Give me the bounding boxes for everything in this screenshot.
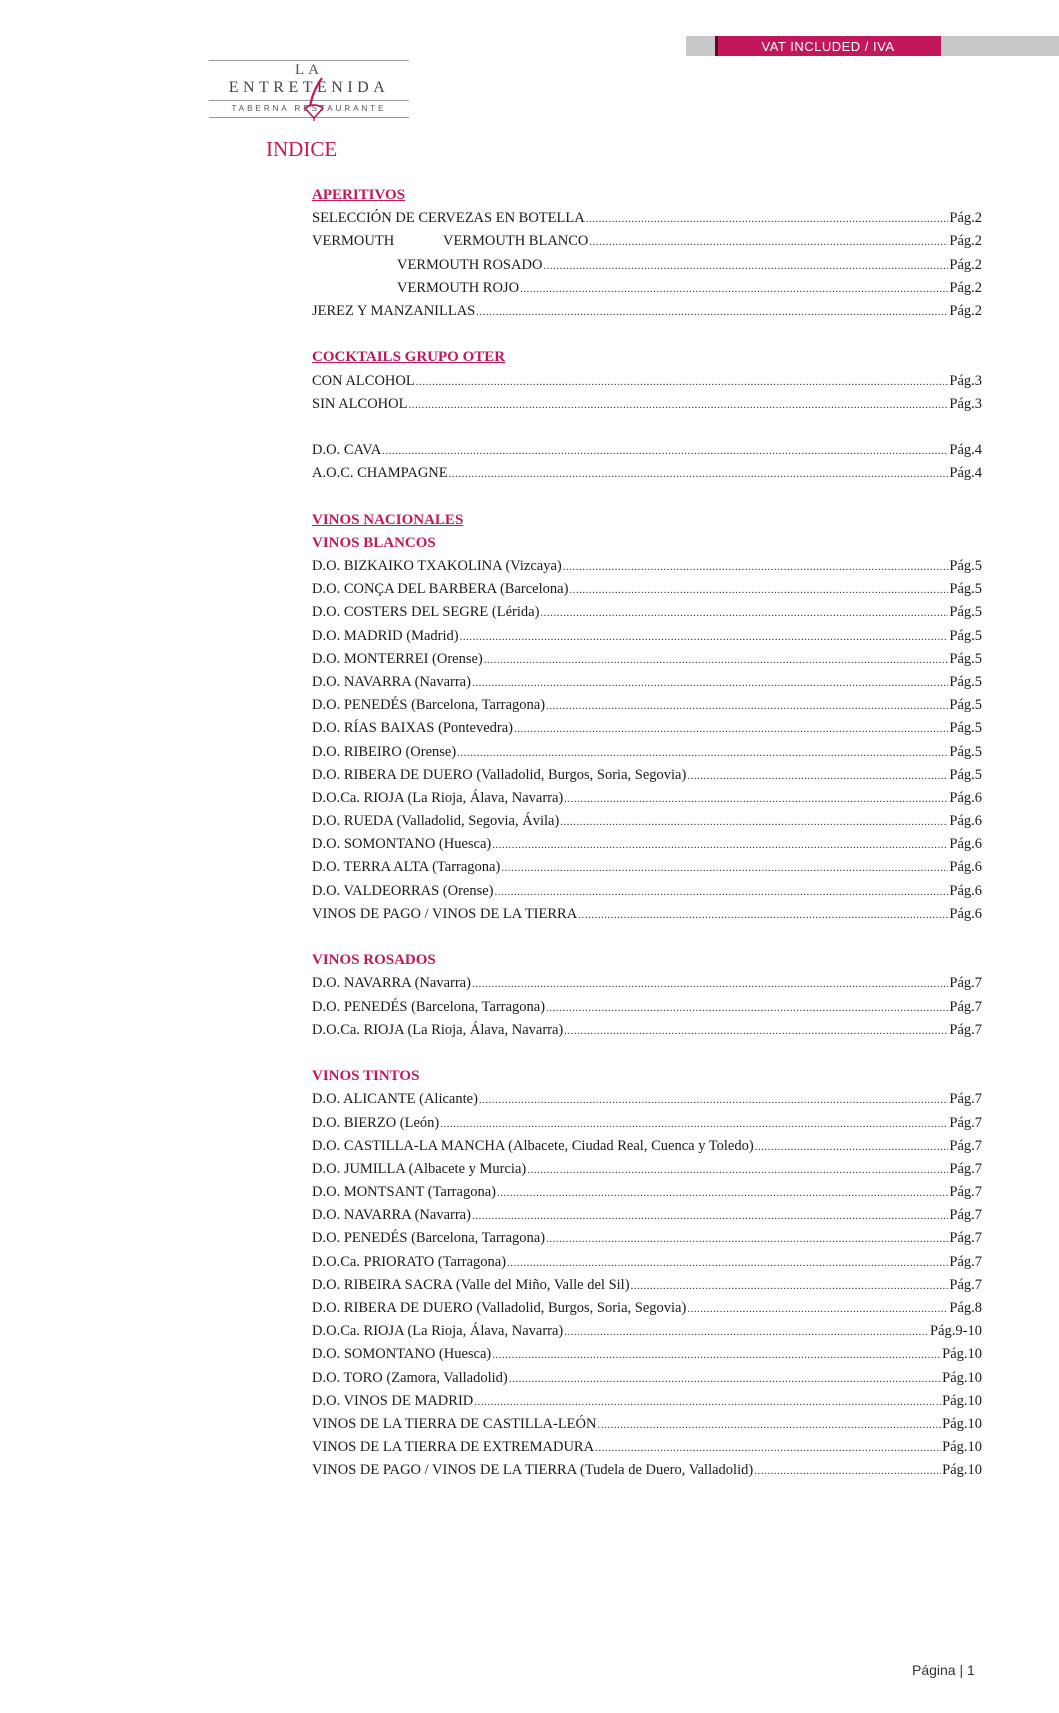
toc-heading-label: VINOS BLANCOS xyxy=(312,534,436,551)
toc-dot-leader xyxy=(569,579,948,602)
toc-entry-text: D.O. VALDEORRAS (Orense) xyxy=(312,882,494,899)
toc-entry-label xyxy=(312,1459,753,1482)
toc-entry[interactable] xyxy=(312,578,982,601)
toc-subsection-heading xyxy=(312,1065,982,1088)
toc-dot-leader xyxy=(484,649,949,672)
toc-entry-label xyxy=(312,1204,471,1227)
toc-entry-label xyxy=(312,1436,594,1459)
toc-entry[interactable] xyxy=(312,1343,982,1366)
toc-entry-label xyxy=(312,277,519,300)
toc-entry-label xyxy=(312,1413,596,1436)
toc-entry-text: VERMOUTH ROJO xyxy=(397,279,520,296)
toc-entry-text: D.O. BIZKAIKO TXAKOLINA (Vizcaya) xyxy=(312,558,562,574)
toc-dot-leader xyxy=(476,301,948,324)
toc-entry-label xyxy=(312,393,407,416)
toc-entry[interactable] xyxy=(312,1088,982,1111)
toc-entry[interactable] xyxy=(312,1436,982,1459)
toc-entry-text: D.O. CASTILLA-LA MANCHA (Albacete, Ciudad Real, Cuenca y Toledo) xyxy=(312,1137,754,1154)
toc-entry-label xyxy=(312,880,494,903)
toc-entry-text: D.O. BIERZO (León) xyxy=(312,1114,440,1131)
toc-dot-leader xyxy=(520,278,948,301)
toc-entry-page: Pág.10 xyxy=(942,1369,982,1386)
toc-entry-text: D.O. MONTERREI (Orense) xyxy=(312,650,483,667)
toc-entry-label xyxy=(312,370,415,393)
toc-entry-text: D.O. TORO (Zamora, Valladolid) xyxy=(312,1369,508,1386)
toc-dot-leader xyxy=(492,1344,941,1367)
toc-entry[interactable] xyxy=(312,1320,982,1343)
toc-entry[interactable] xyxy=(312,462,982,485)
toc-entry-page: Pág.2 xyxy=(949,233,982,250)
toc-entry[interactable] xyxy=(312,880,982,903)
toc-dot-leader xyxy=(509,1368,941,1391)
toc-section-heading xyxy=(312,509,982,532)
toc-dot-leader xyxy=(755,1136,949,1159)
toc-spacer xyxy=(312,323,982,346)
toc-entry[interactable] xyxy=(312,207,982,230)
toc-entry-label xyxy=(312,1019,563,1042)
toc-entry-label xyxy=(312,1135,754,1158)
toc-dot-leader xyxy=(449,463,949,486)
toc-entry-label xyxy=(312,810,559,833)
toc-entry-label xyxy=(312,903,577,926)
toc-dot-leader xyxy=(543,255,948,278)
toc-entry-text: D.O. PENEDÉS (Barcelona, Tarragona) xyxy=(312,1230,546,1247)
toc-entry-text: D.O. PENEDÉS (Barcelona, Tarragona) xyxy=(312,697,546,714)
toc-entry-label xyxy=(312,1158,526,1181)
toc-entry-label xyxy=(312,439,381,462)
toc-dot-leader xyxy=(540,602,948,625)
toc-dot-leader xyxy=(687,765,948,788)
logo-top-rule xyxy=(209,60,409,61)
toc-entry-label xyxy=(312,671,471,694)
toc-dot-leader xyxy=(564,1321,929,1344)
toc-entry-label xyxy=(312,1274,630,1297)
toc-entry-page: Pág.5 xyxy=(949,604,982,621)
toc-entry-page: Pág.6 xyxy=(949,882,982,899)
toc-entry-text: D.O. VINOS DE MADRID xyxy=(312,1392,474,1409)
toc-entry-text: D.O. SOMONTANO (Huesca) xyxy=(312,1346,492,1363)
toc-entry-label xyxy=(312,555,562,578)
logo-line-name: ENTRETENIDA xyxy=(228,79,390,96)
toc-entry[interactable] xyxy=(312,717,982,740)
toc-entry-page: Pág.7 xyxy=(949,975,982,992)
toc-entry[interactable] xyxy=(312,1459,982,1482)
logo-line-sub: TABERNA RESTAURANTE xyxy=(231,104,387,113)
toc-entry-page: Pág.10 xyxy=(942,1462,982,1479)
toc-entry-page: Pág.7 xyxy=(949,998,982,1015)
toc-entry-text: D.O. MADRID (Madrid) xyxy=(312,627,459,644)
toc-entry-page: Pág.7 xyxy=(949,1114,982,1131)
toc-entry-page: Pág.5 xyxy=(949,766,982,783)
toc-entry[interactable] xyxy=(312,1274,982,1297)
toc-dot-leader xyxy=(507,1252,948,1275)
toc-entry-page: Pág.9-10 xyxy=(930,1323,982,1340)
toc-entry-page: Pág.7 xyxy=(949,1137,982,1154)
toc-entry[interactable] xyxy=(312,277,982,300)
toc-entry-page: Pág.8 xyxy=(949,1300,982,1316)
toc-entry[interactable] xyxy=(312,1019,982,1042)
toc-entry-label xyxy=(312,625,459,648)
toc-entry[interactable] xyxy=(312,230,982,253)
toc-entry-text: D.O.Ca. PRIORATO (Tarragona) xyxy=(312,1253,507,1270)
toc-entry-label xyxy=(312,648,483,671)
toc-entry[interactable] xyxy=(312,601,982,624)
toc-entry-page: Pág.10 xyxy=(942,1392,982,1409)
toc-entry-text: D.O. PENEDÉS (Barcelona, Tarragona) xyxy=(312,998,546,1015)
toc-entry-label xyxy=(312,833,491,856)
toc-entry-page: Pág.6 xyxy=(949,859,982,876)
toc-entry-text: SELECCIÓN DE CERVEZAS EN BOTELLA xyxy=(312,210,585,227)
toc-entry-text: CON ALCOHOL xyxy=(312,372,415,389)
toc-entry-text: VINOS DE PAGO / VINOS DE LA TIERRA xyxy=(312,905,578,922)
toc-entry-page: Pág.2 xyxy=(949,302,982,319)
toc-entry-page: Pág.5 xyxy=(949,720,982,737)
toc-entry-label xyxy=(312,1112,439,1135)
toc-entry-label xyxy=(312,1088,478,1111)
toc-entry-page: Pág.10 xyxy=(942,1415,982,1432)
toc-entry-label xyxy=(312,1251,506,1274)
toc-entry[interactable] xyxy=(312,648,982,671)
toc-entry-text: D.O. TERRA ALTA (Tarragona) xyxy=(312,859,501,876)
toc-entry-page: Pág.6 xyxy=(949,836,982,853)
toc-dot-leader xyxy=(495,881,949,904)
toc-spacer xyxy=(312,416,982,439)
toc-entry-label xyxy=(312,462,448,485)
toc-entry-page: Pág.7 xyxy=(949,1184,982,1201)
toc-entry-label xyxy=(312,694,545,717)
toc-entry[interactable] xyxy=(312,694,982,717)
toc-entry-text: D.O. RIBERA DE DUERO (Valladolid, Burgos, Soria, Segovia) xyxy=(312,766,687,783)
toc-dot-leader xyxy=(564,1020,948,1043)
toc-dot-leader xyxy=(474,1391,941,1414)
toc-entry[interactable] xyxy=(312,555,982,578)
toc-entry[interactable] xyxy=(312,1251,982,1274)
toc-dot-leader xyxy=(382,440,948,463)
toc-entry-page: Pág.7 xyxy=(949,1160,982,1177)
toc-entry[interactable] xyxy=(312,1135,982,1158)
toc-dot-leader xyxy=(416,371,949,394)
toc-entry[interactable] xyxy=(312,1158,982,1181)
toc-entry[interactable] xyxy=(312,370,982,393)
toc-entry-text: D.O.Ca. RIOJA (La Rioja, Álava, Navarra) xyxy=(312,789,564,806)
toc-entry-text: D.O. CONÇA DEL BARBERA (Barcelona) xyxy=(312,581,569,598)
toc-entry-label xyxy=(312,578,568,601)
toc-section-heading xyxy=(312,346,982,369)
toc-entry-label xyxy=(312,1297,686,1320)
page-title: INDICE xyxy=(266,137,338,161)
toc-entry-page: Pág.6 xyxy=(949,789,982,806)
toc-entry-label xyxy=(312,741,456,764)
toc-dot-leader xyxy=(586,208,949,231)
toc-dot-leader xyxy=(546,695,948,718)
toc-entry-label xyxy=(312,856,500,879)
toc-entry-text: D.O. RÍAS BAIXAS (Pontevedra) xyxy=(312,720,513,737)
toc-entry-page: Pág.2 xyxy=(949,210,982,227)
toc-entry[interactable] xyxy=(312,300,982,323)
toc-heading-label: COCKTAILS GRUPO OTER xyxy=(312,349,506,366)
toc-entry-text: A.O.C. CHAMPAGNE xyxy=(312,465,448,482)
toc-entry-label xyxy=(312,300,475,323)
toc-entry-label xyxy=(312,230,588,253)
toc-entry[interactable] xyxy=(312,996,982,1019)
toc-dot-leader xyxy=(560,811,948,834)
toc-entry-text: D.O. COSTERS DEL SEGRE (Lérida) xyxy=(312,604,540,621)
toc-entry-page: Pág.10 xyxy=(942,1439,982,1456)
toc-entry[interactable] xyxy=(312,1413,982,1436)
toc-entry[interactable] xyxy=(312,972,982,995)
toc-entry[interactable] xyxy=(312,903,982,926)
toc-dot-leader xyxy=(497,1182,948,1205)
toc-entry-text: VINOS DE LA TIERRA DE EXTREMADURA xyxy=(312,1439,595,1456)
toc-entry-label xyxy=(312,972,471,995)
toc-entry-page: Pág.10 xyxy=(942,1346,982,1363)
toc-entry-page: Pág.6 xyxy=(949,905,982,922)
toc-entry-page: Pág.2 xyxy=(949,279,982,296)
toc-entry-text: D.O.Ca. RIOJA (La Rioja, Álava, Navarra) xyxy=(312,1021,564,1038)
toc-entry-page: Pág.5 xyxy=(949,743,982,760)
vat-label: VAT INCLUDED / IVA xyxy=(715,36,941,56)
toc-entry-label xyxy=(312,601,539,624)
toc-entry[interactable] xyxy=(312,1181,982,1204)
toc-entry[interactable] xyxy=(312,764,982,787)
toc-entry-text: SIN ALCOHOL xyxy=(312,395,408,412)
toc-entry-page: Pág.5 xyxy=(949,697,982,714)
toc-entry-page: Pág.4 xyxy=(949,442,982,459)
toc-entry-text: D.O. RIBERA DE DUERO (Valladolid, Burgos, Soria, Segovia) xyxy=(312,1300,687,1316)
toc-entry-text: VINOS DE LA TIERRA DE CASTILLA-LEÓN xyxy=(312,1415,597,1432)
toc-dot-leader xyxy=(595,1437,941,1460)
toc-dot-leader xyxy=(546,1228,948,1251)
toc-entry-label xyxy=(312,764,686,787)
toc-entry-text: D.O. RIBEIRA SACRA (Valle del Miño, Valle del Sil) xyxy=(312,1276,630,1293)
toc-entry-label xyxy=(312,1390,473,1413)
toc-entry-text: VERMOUTH ROSADO xyxy=(397,256,543,273)
toc-entry-text: D.O. ALICANTE (Alicante) xyxy=(312,1091,478,1108)
wine-glass-icon xyxy=(302,76,326,122)
toc-dot-leader xyxy=(457,742,948,765)
toc-entry-page: Pág.4 xyxy=(949,465,982,482)
toc-entry-text: VERMOUTH BLANCO xyxy=(443,233,589,250)
toc-entry-label xyxy=(312,717,513,740)
toc-entry-page: Pág.5 xyxy=(949,650,982,667)
toc-entry-text: JEREZ Y MANZANILLAS xyxy=(312,302,476,319)
toc-dot-leader xyxy=(479,1089,948,1112)
toc-dot-leader xyxy=(687,1298,948,1321)
toc-subsection-heading xyxy=(312,949,982,972)
toc-entry[interactable] xyxy=(312,1227,982,1250)
toc-dot-leader xyxy=(460,626,949,649)
toc-entry-page: Pág.7 xyxy=(949,1276,982,1293)
toc-entry-text: D.O.Ca. RIOJA (La Rioja, Álava, Navarra) xyxy=(312,1323,564,1340)
toc-entry[interactable] xyxy=(312,393,982,416)
toc-dot-leader xyxy=(472,973,948,996)
toc-entry[interactable] xyxy=(312,1297,982,1320)
toc-entry-page: Pág.2 xyxy=(949,256,982,273)
toc-entry-page: Pág.7 xyxy=(949,1091,982,1108)
toc-entry-text: D.O. NAVARRA (Navarra) xyxy=(312,673,471,690)
toc-entry[interactable] xyxy=(312,787,982,810)
toc-entry-label xyxy=(312,207,585,230)
toc-entry[interactable] xyxy=(312,625,982,648)
toc-entry-page: Pág.7 xyxy=(949,1253,982,1270)
toc-entry-page: Pág.6 xyxy=(949,813,982,830)
toc-entry-prefix: VERMOUTH xyxy=(312,233,395,250)
toc-entry[interactable] xyxy=(312,810,982,833)
toc-entry[interactable] xyxy=(312,1204,982,1227)
toc-dot-leader xyxy=(563,556,949,579)
toc-entry[interactable] xyxy=(312,671,982,694)
toc-entry[interactable] xyxy=(312,439,982,462)
restaurant-logo xyxy=(209,60,409,122)
toc-dot-leader xyxy=(408,394,948,417)
toc-dot-leader xyxy=(472,1205,948,1228)
toc-entry-label xyxy=(312,787,563,810)
toc-section-heading xyxy=(312,184,982,207)
toc-entry-label xyxy=(312,1320,563,1343)
toc-entry-page: Pág.7 xyxy=(949,1207,982,1224)
table-of-contents xyxy=(312,184,982,1483)
toc-entry-text: D.O. NAVARRA (Navarra) xyxy=(312,975,471,992)
toc-entry-label xyxy=(312,1227,545,1250)
toc-entry-page: Pág.3 xyxy=(949,395,982,412)
toc-heading-label: VINOS NACIONALES xyxy=(312,511,464,528)
toc-dot-leader xyxy=(578,904,948,927)
toc-entry-text: VINOS DE PAGO / VINOS DE LA TIERRA (Tudela de Duero, Valladolid) xyxy=(312,1462,754,1479)
toc-entry-text: D.O. RIBEIRO (Orense) xyxy=(312,743,457,760)
toc-entry[interactable] xyxy=(312,833,982,856)
toc-entry-label xyxy=(312,254,542,277)
page-number: Página | 1 xyxy=(912,1662,975,1678)
toc-entry-text: D.O. SOMONTANO (Huesca) xyxy=(312,836,492,853)
toc-dot-leader xyxy=(597,1414,941,1437)
toc-entry[interactable] xyxy=(312,1367,982,1390)
toc-entry-page: Pág.5 xyxy=(949,673,982,690)
toc-entry-page: Pág.7 xyxy=(949,1230,982,1247)
toc-dot-leader xyxy=(546,997,948,1020)
toc-dot-leader xyxy=(589,231,948,254)
toc-entry-text: D.O. RUEDA (Valladolid, Segovia, Ávila) xyxy=(312,813,560,830)
toc-heading-label: VINOS TINTOS xyxy=(312,1068,420,1085)
toc-spacer xyxy=(312,1042,982,1065)
toc-heading-label: APERITIVOS xyxy=(312,187,406,203)
toc-dot-leader xyxy=(472,672,948,695)
toc-entry-text: D.O. JUMILLA (Albacete y Murcia) xyxy=(312,1160,527,1177)
toc-dot-leader xyxy=(514,718,948,741)
toc-dot-leader xyxy=(501,857,948,880)
toc-dot-leader xyxy=(754,1460,941,1483)
toc-entry[interactable] xyxy=(312,856,982,879)
toc-entry-page: Pág.5 xyxy=(949,581,982,598)
toc-entry-text: D.O. CAVA xyxy=(312,442,382,459)
toc-entry-label xyxy=(312,1367,508,1390)
toc-entry[interactable] xyxy=(312,741,982,764)
toc-dot-leader xyxy=(527,1159,948,1182)
toc-entry-text: D.O. MONTSANT (Tarragona) xyxy=(312,1184,496,1201)
toc-entry-label xyxy=(312,1181,496,1204)
toc-spacer xyxy=(312,485,982,508)
toc-dot-leader xyxy=(564,788,948,811)
toc-entry-page: Pág.5 xyxy=(949,627,982,644)
toc-dot-leader xyxy=(631,1275,949,1298)
toc-entry-text: D.O. NAVARRA (Navarra) xyxy=(312,1207,471,1224)
toc-entry[interactable] xyxy=(312,1390,982,1413)
toc-entry-page: Pág.3 xyxy=(949,372,982,389)
toc-heading-label: VINOS ROSADOS xyxy=(312,952,436,969)
toc-entry-page: Pág.7 xyxy=(949,1021,982,1038)
logo-line-la: LA xyxy=(295,62,323,78)
toc-entry-label xyxy=(312,1343,491,1366)
toc-entry-page: Pág.5 xyxy=(949,558,982,574)
toc-entry-label xyxy=(312,996,545,1019)
toc-entry[interactable] xyxy=(312,254,982,277)
toc-subsection-heading xyxy=(312,532,982,555)
toc-dot-leader xyxy=(440,1113,948,1136)
toc-entry[interactable] xyxy=(312,1112,982,1135)
toc-spacer xyxy=(312,926,982,949)
toc-dot-leader xyxy=(492,834,948,857)
